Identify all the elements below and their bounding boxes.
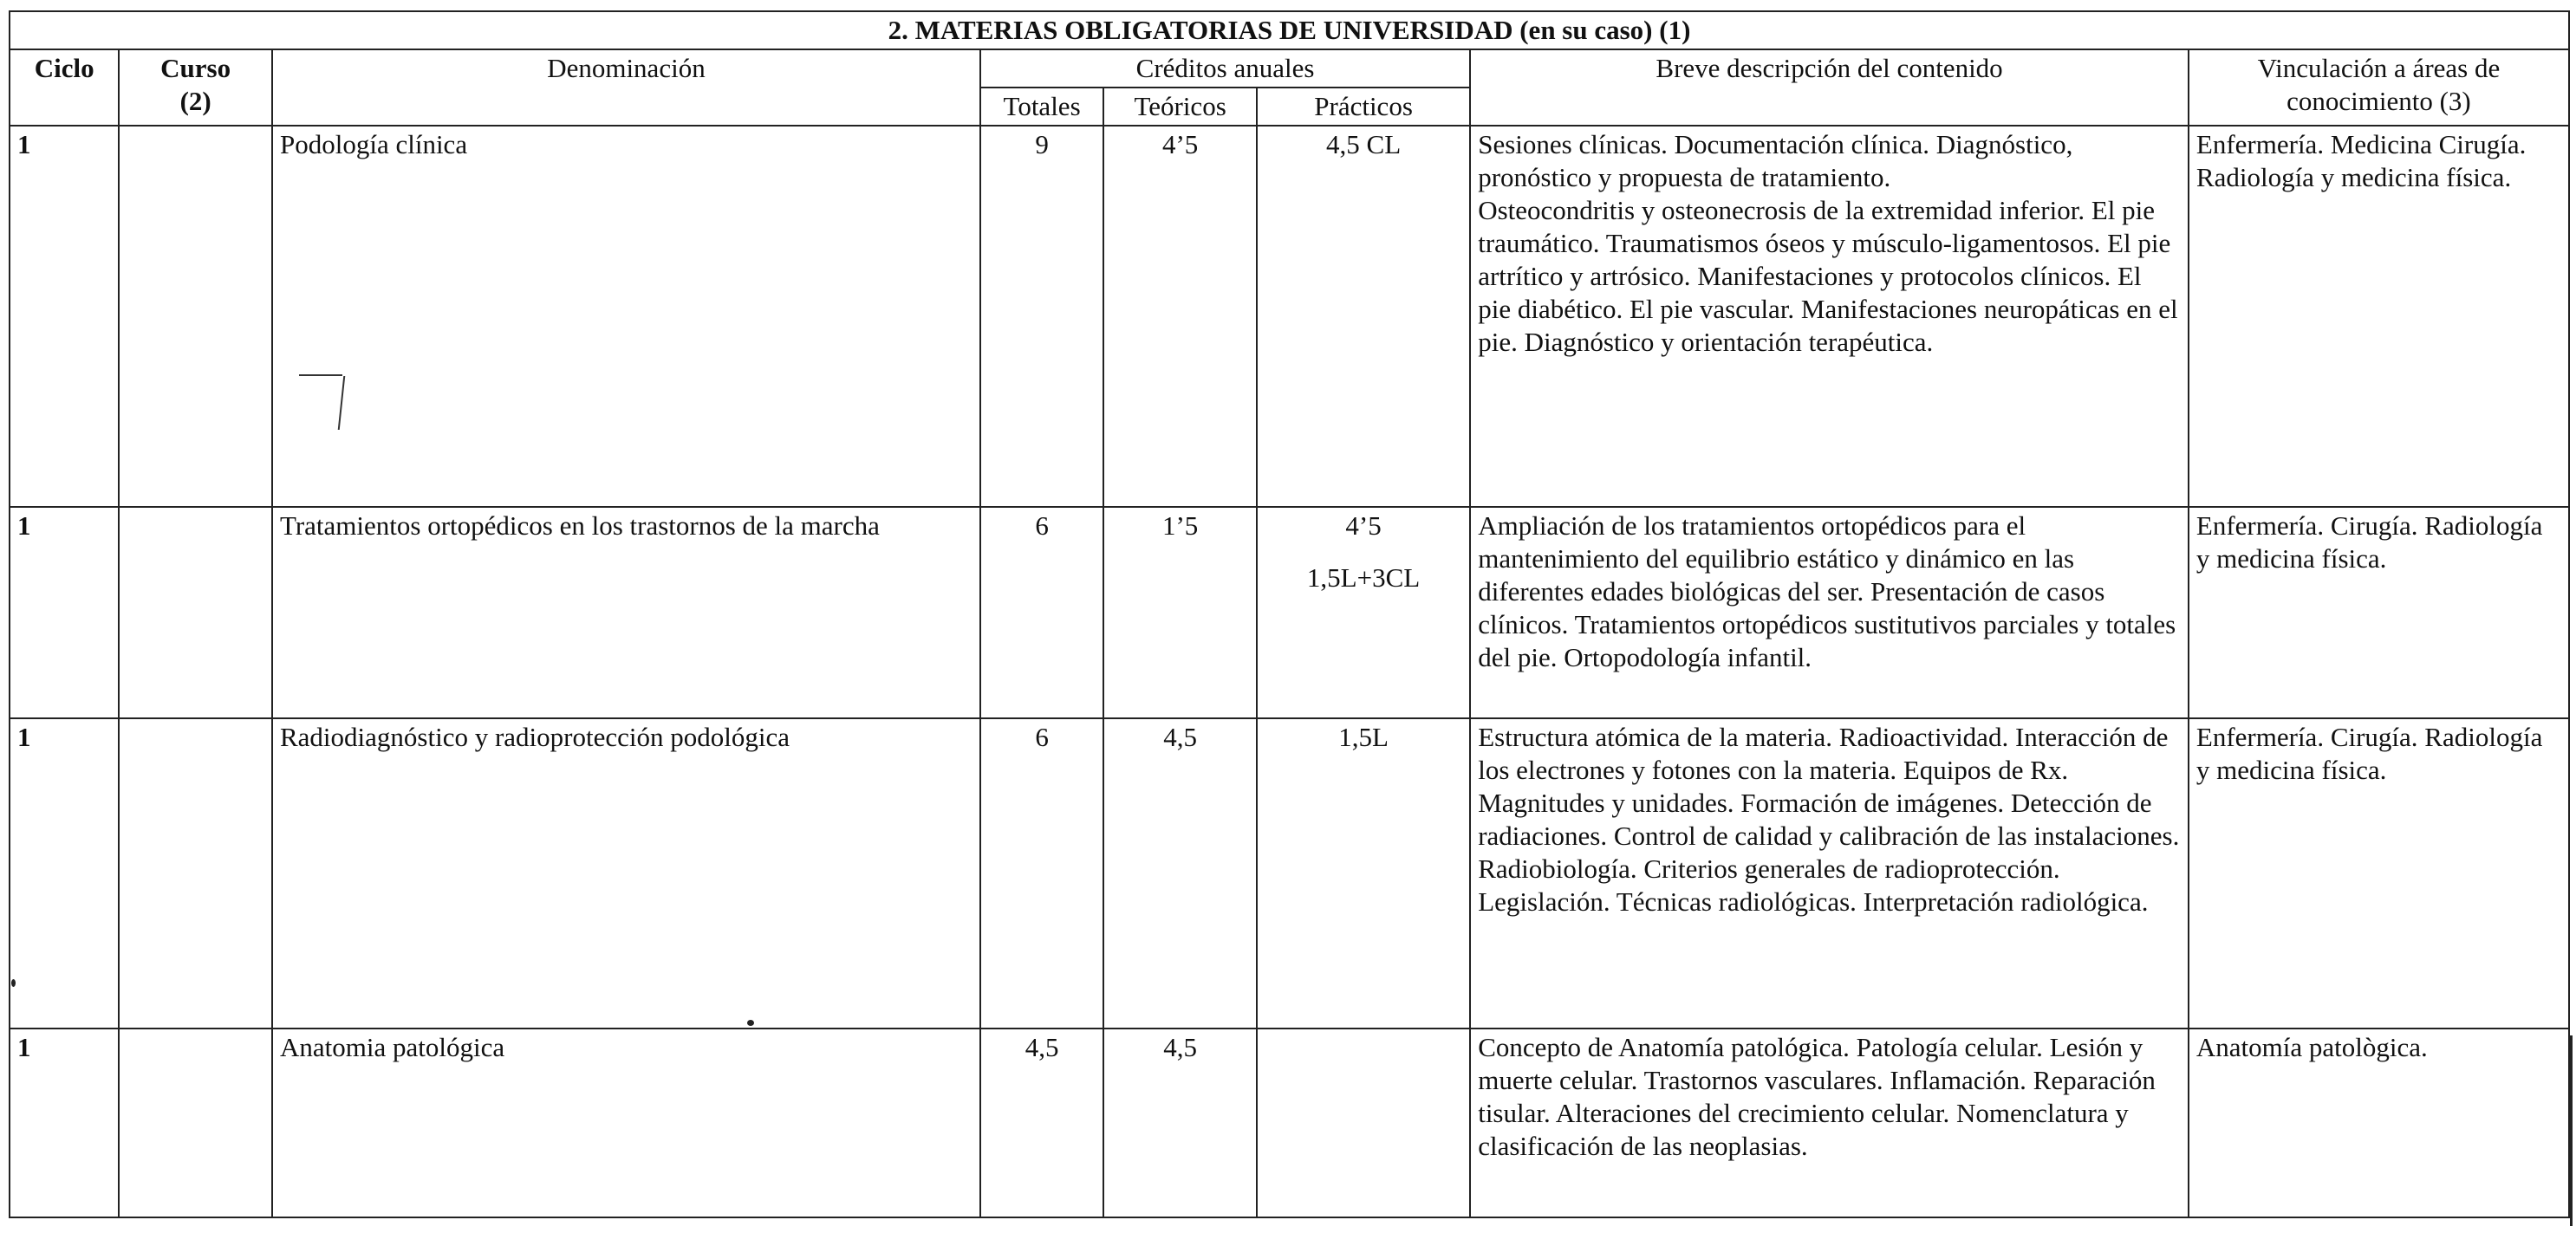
table-row [10,507,2569,718]
cell-practicos-line1: 4’5 [1345,510,1382,541]
cell-vinculacion: Enfermería. Cirugía. Radiología y medicina física. [2189,718,2569,1029]
header-denominacion: Denominación [272,49,980,126]
cell-teoricos: 4,5 [1103,718,1257,1029]
cell-totales: 4,5 [980,1029,1103,1217]
cell-practicos [1257,126,1470,507]
cell-curso [119,718,272,1029]
header-curso [119,49,272,126]
cell-descripcion: Estructura atómica de la materia. Radioactividad. Interacción de los electrones y fotones con la materia. Equipos de Rx. Magnitudes y unidades. Formación de imágenes. Detección de radiaciones. Control de calidad y calibración de las instalaciones. Radiobiología. Criterios generales de radioprotección. Legislación. Técnicas radiológicas. Interpretación radiológica. [1470,718,2189,1029]
header-totales: Totales [980,88,1103,126]
cell-curso [119,507,272,718]
cell-ciclo: 1 [10,1029,119,1217]
cell-curso [119,1029,272,1217]
cell-practicos [1257,718,1470,1029]
scan-edge-line [2570,1035,2573,1226]
cell-ciclo: 1 [10,126,119,507]
table-title: 2. MATERIAS OBLIGATORIAS DE UNIVERSIDAD (en su caso) (1) [10,11,2569,49]
cell-teoricos: 1’5 [1103,507,1257,718]
cell-totales: 6 [980,718,1103,1029]
scan-mark-dot [11,979,16,987]
cell-ciclo: 1 [10,718,119,1029]
cell-practicos-line1: 1,5L [1338,722,1389,752]
cell-ciclo: 1 [10,507,119,718]
header-vinculacion-line2: conocimiento (3) [2287,86,2471,116]
header-curso-note: (2) [179,86,211,116]
cell-vinculacion: Enfermería. Medicina Cirugía. Radiología y medicina física. [2189,126,2569,507]
subjects-table [9,10,2570,1218]
cell-vinculacion: Anatomía patològica. [2189,1029,2569,1217]
cell-practicos-line1: 4,5 CL [1326,129,1402,159]
cell-totales: 9 [980,126,1103,507]
cell-practicos-line2: 1,5L+3CL [1306,562,1421,593]
cell-denominacion: Radiodiagnóstico y radioprotección podológica [272,718,980,1029]
header-teoricos: Teóricos [1103,88,1257,126]
title-row [10,11,2569,49]
cell-descripcion [1470,126,2189,507]
header-descripcion: Breve descripción del contenido [1470,49,2189,126]
cell-descripcion-part1: Sesiones clínicas. Documentación clínica. Diagnóstico, pronóstico y propuesta de tratamiento. [1478,129,2073,192]
header-row-1 [10,49,2569,88]
cell-teoricos: 4,5 [1103,1029,1257,1217]
cell-denominacion: Anatomia patológica [272,1029,980,1217]
cell-descripcion: Concepto de Anatomía patológica. Patología celular. Lesión y muerte celular. Trastornos vasculares. Inflamación. Reparación tisular. Alteraciones del crecimiento celular. Nomenclatura y clasificación de las neoplasias. [1470,1029,2189,1217]
header-curso-label: Curso [160,53,231,83]
cell-descripcion-part2: Osteocondritis y osteonecrosis de la extremidad inferior. El pie traumático. Traumatismos óseos y músculo-ligamentosos. El pie artrítico y artrósico. Manifestaciones y protocolos clínicos. El pie diabético. El pie vascular. Manifestaciones neuropáticas en el pie. Diagnóstico y orientación terapéutica. [1478,195,2178,357]
cell-totales: 6 [980,507,1103,718]
header-vinculacion [2189,49,2569,126]
cell-practicos [1257,1029,1470,1217]
cell-curso [119,126,272,507]
header-practicos: Prácticos [1257,88,1470,126]
header-creditos: Créditos anuales [980,49,1470,88]
cell-vinculacion: Enfermería. Cirugía. Radiología y medicina física. [2189,507,2569,718]
cell-descripcion: Ampliación de los tratamientos ortopédicos para el mantenimiento del equilibrio estático y dinámico en las diferentes edades biológicas del ser. Presentación de casos clínicos. Tratamientos ortopédicos sustitutivos parciales y totales del pie. Ortopodología infantil. [1470,507,2189,718]
header-vinculacion-line1: Vinculación a áreas de [2257,53,2501,83]
table-row [10,126,2569,507]
table-row [10,1029,2569,1217]
cell-teoricos: 4’5 [1103,126,1257,507]
scan-mark-dot [747,1020,754,1026]
table-row [10,718,2569,1029]
scan-mark-bracket [299,374,342,430]
cell-denominacion: Tratamientos ortopédicos en los trastornos de la marcha [272,507,980,718]
header-ciclo: Ciclo [10,49,119,126]
cell-denominacion: Podología clínica [272,126,980,507]
cell-practicos [1257,507,1470,718]
